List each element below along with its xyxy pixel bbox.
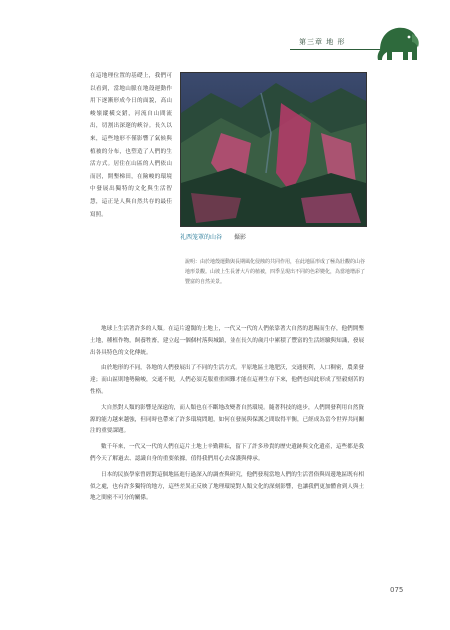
paragraph: 數千年來，一代又一代的人們在這片土地上辛勤耕耘，留下了許多珍貴的歷史遺跡與文化遺產，這些都是我們今天了解過去、認識自身的重要依據，值得我們用心去保護與傳承。	[90, 444, 364, 462]
page-number: 075	[390, 586, 404, 594]
paragraph: 日本的民族學家曾經對這個地區進行過深入的調查與研究，他們發現當地人們的生活習俗與周邊地區既有相似之處，也有許多獨特的地方，這些差異正反映了地理環境對人類文化的深刻影響，也讓我們更加體會到人與土地之間密不可分的關係。	[90, 471, 365, 502]
caption-label: 礼西笼罩的山谷	[180, 234, 223, 241]
photo-note: 說明：由於地殼運動與長期風化侵蝕的共同作用，在此地區形成了極為壯觀的山谷地形景觀。山坡上生長著大片的植被，四季呈現出不同的色彩變化，為當地增添了豐富的自然美景。	[185, 259, 365, 285]
valley-photo	[180, 72, 367, 227]
column-text: 在這地理位置的基礎上，我們可以看到，當地山脈在地殼運動作用下逐漸形成今日的面貌，高山峻嶺縱橫交錯，河流自山間流出，切割出深邃的峽谷。長久以來，這些地形不僅影響了氣候與植被的分布，也塑造了人們的生活方式。居住在山區的人們依山而居，開墾梯田，在險峻的環境中發展出獨特的文化與生活智慧，這正是人與自然共存的最佳寫照。	[90, 73, 172, 218]
paragraph: 大自然對人類的影響是深遠的，而人類也在不斷地改變著自然環境。隨著科技的進步，人們開發利用自然資源的能力越來越強，但同時也帶來了許多環境問題，如何在發展與保護之間取得平衡，已經成為當今世界共同關注的重要課題。	[90, 404, 365, 435]
elephant-icon	[372, 20, 422, 66]
paragraph: 地球上生活著許多的人類。在這片遼闊的土地上，一代又一代的人們依靠著大自然的恩賜而生存，他們開墾土地，種植作物，飼養牲畜，建立起一個個村落與城鎮，並在長久的歲月中累積了豐富的生活經驗與知識，發展出各具特色的文化傳統。	[90, 326, 365, 356]
chapter-header: 第三章 地 形	[299, 38, 346, 46]
body-text	[90, 324, 368, 576]
photo-caption	[180, 232, 365, 242]
caption-credit: 攝影	[233, 234, 246, 241]
paragraph: 由於地形的不同，各地的人們發展出了不同的生活方式。平原地區土地肥沃，交通便利，人口稠密，農業發達；而山區則地勢險峻，交通不便，人們必須克服重重困難才能在這裡生存下來，他們也因此形成了堅毅刻苦的性格。	[90, 365, 365, 395]
